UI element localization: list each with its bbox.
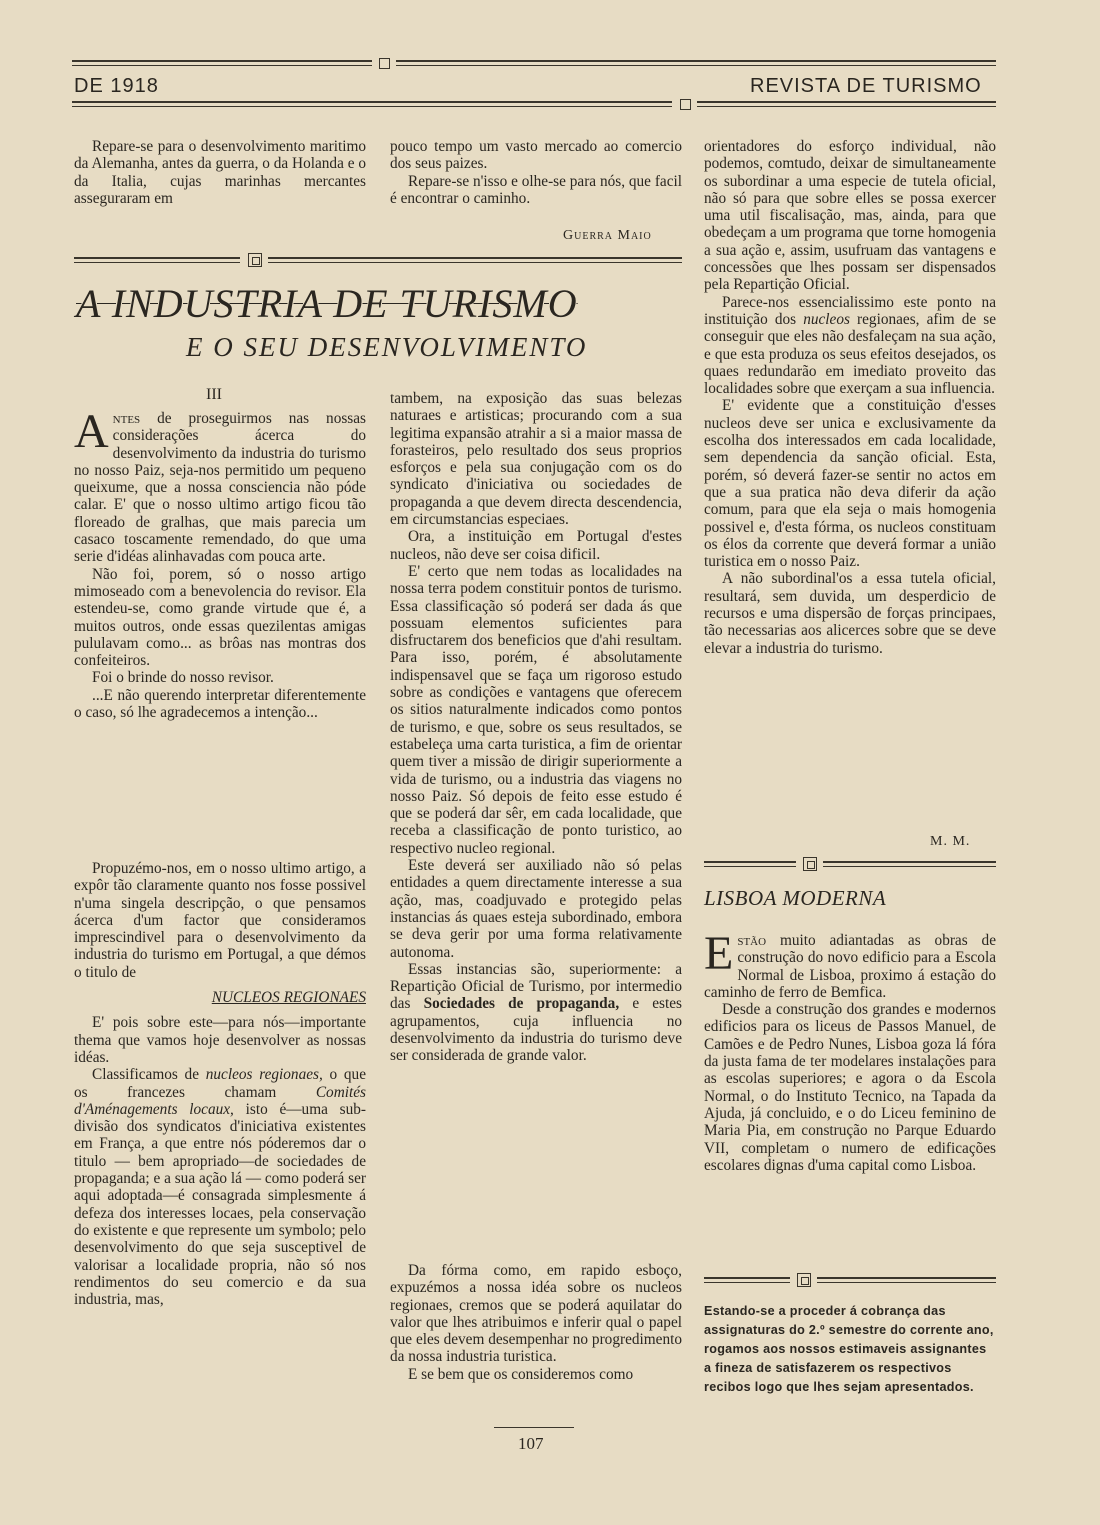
author-signature-guerra-maio: Guerra Maio bbox=[563, 228, 652, 243]
article-separator-right bbox=[268, 257, 682, 263]
subscription-notice: Estando-se a proceder á cobrança das assignaturas do 2.º semestre do corrente ano, rogamos aos nossos estimaveis assignantes a fineza de satisfazerem os respectivos recibos logo que lhes sejam apresentados. bbox=[704, 1304, 994, 1394]
ornament-square bbox=[379, 58, 390, 69]
ornament-square bbox=[797, 1273, 811, 1287]
lisboa-separator-right bbox=[823, 861, 996, 867]
article-column-1: Antes de proseguirmos nas nossas considerações ácerca do desenvolvimento da industria do turismo no nosso Paiz, seja-nos permitido um pequeno queixume, que a nossa consciencia não póde calar. E' que o nosso ultimo artigo ficou tão floreado de gralhas, que mais parecia um casaco toscamente remendado, do que uma serie d'idéas alinhavadas com pouca arte. Não foi, porem, só o nosso artigo mimoseado com a benevolencia do revisor. Ela estendeu-se, como grande virtude que é, a muitos outros, onde essas quezilentas amigas pululavam como... as brôas nas montras dos confeiteiros. Foi o brinde do nosso revisor. ...E não querendo interpretar diferentemente o caso, só lhe agradecemos a intenção... bbox=[74, 405, 366, 722]
section-heading: NUCLEOS REGIONAES bbox=[211, 989, 366, 1007]
header-bottom-rule-right bbox=[697, 101, 996, 107]
article-column-3: orientadores do esforço individual, não podemos, comtudo, deixar de simultaneamente os subordinar a uma especie de tutela oficial, não só para que sobre elles se possa exercer uma util fiscalisação, mas, ainda, para que obedeçam a um programa que torne homogenia a sua ação e, assim, usufruam das vantagens e concessões que lhes possam ser dispensados pela Repartição Oficial. Parece-nos essencialissimo este ponto na instituição dos nucleos regionaes, afim de se conseguir que eles não desfaleçam na sua ação, e que esta produza os seus efeitos desejados, os quaes redundarão em imediato proveito das localidades sobre que exerçam a sua influencia. E' evidente que a constituição d'esses nucleos deve ser unica e exclusivamente da escolha dos interessados em cada localidade, sem dependencia da sanção oficial. Esta, porém, só deverá fazer-se sentir no actos em que a sua pratica não deva diferir da ação comum, para que ela seja o mais homogenia possivel e, d'esta fórma, os nucleos constituam os élos da corrente que deverá formar a união turistica em o nosso Paiz. A não subordinal'os a essa tutela oficial, resultará, sem duvida, um desperdicio de recursos e uma dispersão de forças principaes, tão necessarias aos alicerces sobre que se deve elevar a industria do turismo. bbox=[704, 138, 997, 657]
lisboa-article: Estão muito adiantadas as obras de construção do novo edificio para a Escola Normal de Lisboa, proximo á estação do caminho de ferro de Bemfica. Desde a construção dos grandes e modernos edificios para os liceus de Passos Manuel, de Camões e de Pedro Nunes, Lisboa goza lá fóra da justa fama de ter modelares instalações para as escolas superiores; e agora o da Escola Normal, o do Instituto Tecnico, na Tapada da Ajuda, já concluido, e o do Liceu feminino de Maria Pia, em construção no Parque Eduardo VII, completam o numero de edificações escolares dignas d'uma capital como Lisboa. bbox=[704, 927, 996, 1174]
notice-separator-right bbox=[817, 1277, 996, 1283]
header-top-rule-right bbox=[396, 60, 996, 66]
article-column-2-b: Da fórma como, em rapido esboço, expuzémos a nossa idéa sobre os nucleos regionaes, cremos que se poderá aquilatar do valor que lhes atribuimos e inferir qual o papel que eles devem desempenhar no progredimento da nossa industria turistica. E se bem que os consideremos como bbox=[390, 1262, 682, 1383]
notice-separator-left bbox=[704, 1277, 790, 1283]
author-signature-m-m: M. M. bbox=[930, 834, 971, 849]
article-column-1-b: Propuzémo-nos, em o nosso ultimo artigo, a expôr tão claramente quanto nos fosse possivel n'uma singela descripção, o que pensamos ácerca d'um factor que consideramos imprescindivel para o desenvolvimento da industria do turismo em Portugal, a que démos o titulo de NUCLEOS REGIONAES E' pois sobre este—para nós—importante thema que vamos hoje desenvolver as nossas idéas. Classificamos de nucleos regionaes, o que os francezes chamam Comités d'Aménagements locaux, isto é—uma sub-divisão dos syndicatos d'iniciativa existentes em França, a que entre nós póderemos dar o titulo — bem apropriado—de sociedades de propaganda; e a sua ação lá — como poderá ser aqui adoptada—é consagrada simplesmente á defeza dos interesses locaes, pela conservação do existente e que represente um symbolo; pelo desenvolvimento do que seja susceptivel de valorisar a localidade propria, não só nos rendimentos do seu comercio e da sua industria, mas, bbox=[74, 860, 366, 1309]
article-title: A INDUSTRIA DE TURISMO bbox=[76, 281, 578, 326]
header-top-rule-left bbox=[72, 60, 372, 66]
lisboa-separator-left bbox=[704, 861, 796, 867]
article-separator-left bbox=[74, 257, 240, 263]
ornament-square bbox=[803, 857, 817, 871]
header-magazine-title: REVISTA DE TURISMO bbox=[750, 75, 982, 97]
article-part-number: III bbox=[206, 386, 222, 403]
page-number-rule bbox=[494, 1427, 574, 1428]
header-date: DE 1918 bbox=[74, 75, 159, 97]
page-number: 107 bbox=[518, 1434, 544, 1453]
article-column-2: tambem, na exposição das suas belezas naturaes e artisticas; procurando com a sua legitima expansão atrahir a si a maior massa de forasteiros, pelo resultado dos seus proprios esforços e pela sua conjugação com os do syndicato d'iniciativa ou sociedades de propaganda a que devem directa descendencia, em circumstancias especiaes. Ora, a instituição em Portugal d'estes nucleos, não deve ser coisa dificil. E' certo que nem todas as localidades na nossa terra podem constituir pontos de turismo. Essa classificação só poderá ser dada ás que possuam elementos suficientes para disfructarem dos beneficios que d'ahi resultam. Para isso, porém, é absolutamente indispensavel que se faça um rigoroso estudo sobre as condições e vantagens que oferecem os sitios naturalmente indicados como pontos de turismo, e que, sobre os seus resultados, se estabeleça uma carta turistica, a fim de orientar quem tiver a missão de dirigir superiormente a vida de turismo, ou a industria das viagens no nosso Paiz. Só depois de feito esse estudo é que se poderá dar sêr, em cada localidade, que receba a classificação de ponto turistico, ao respectivo nucleo regional. Este deverá ser auxiliado não só pelas entidades a quem directamente interesse a sua ação, mas, coadjuvado e protegido pelas instancias ás quaes esteja subordinado, embora se deva gerir por uma forma relativamente autonoma. Essas instancias são, superiormente: a Repartição Oficial de Turismo, por intermedio das Sociedades de propaganda, e estes agrupamentos, cuja influencia no desenvolvimento da industria do turismo deve ser considerada de grande valor. bbox=[390, 390, 683, 1065]
lisboa-title: LISBOA MODERNA bbox=[704, 886, 887, 910]
ornament-square bbox=[248, 253, 262, 267]
drop-cap: A bbox=[74, 405, 109, 458]
article-subtitle: E O SEU DESENVOLVIMENTO bbox=[186, 332, 588, 362]
ornament-square bbox=[680, 99, 691, 110]
header-bottom-rule-left bbox=[72, 101, 672, 107]
drop-cap: E bbox=[704, 927, 734, 980]
column-2-continuation: pouco tempo um vasto mercado ao comercio dos seus paizes. Repare-se n'isso e olhe-se para nós, que facil é encontrar o caminho. bbox=[390, 138, 682, 207]
column-1-continuation: Repare-se para o desenvolvimento maritimo da Alemanha, antes da guerra, o da Holanda e o da Italia, cujas marinhas mercantes asseguraram em bbox=[74, 138, 366, 207]
